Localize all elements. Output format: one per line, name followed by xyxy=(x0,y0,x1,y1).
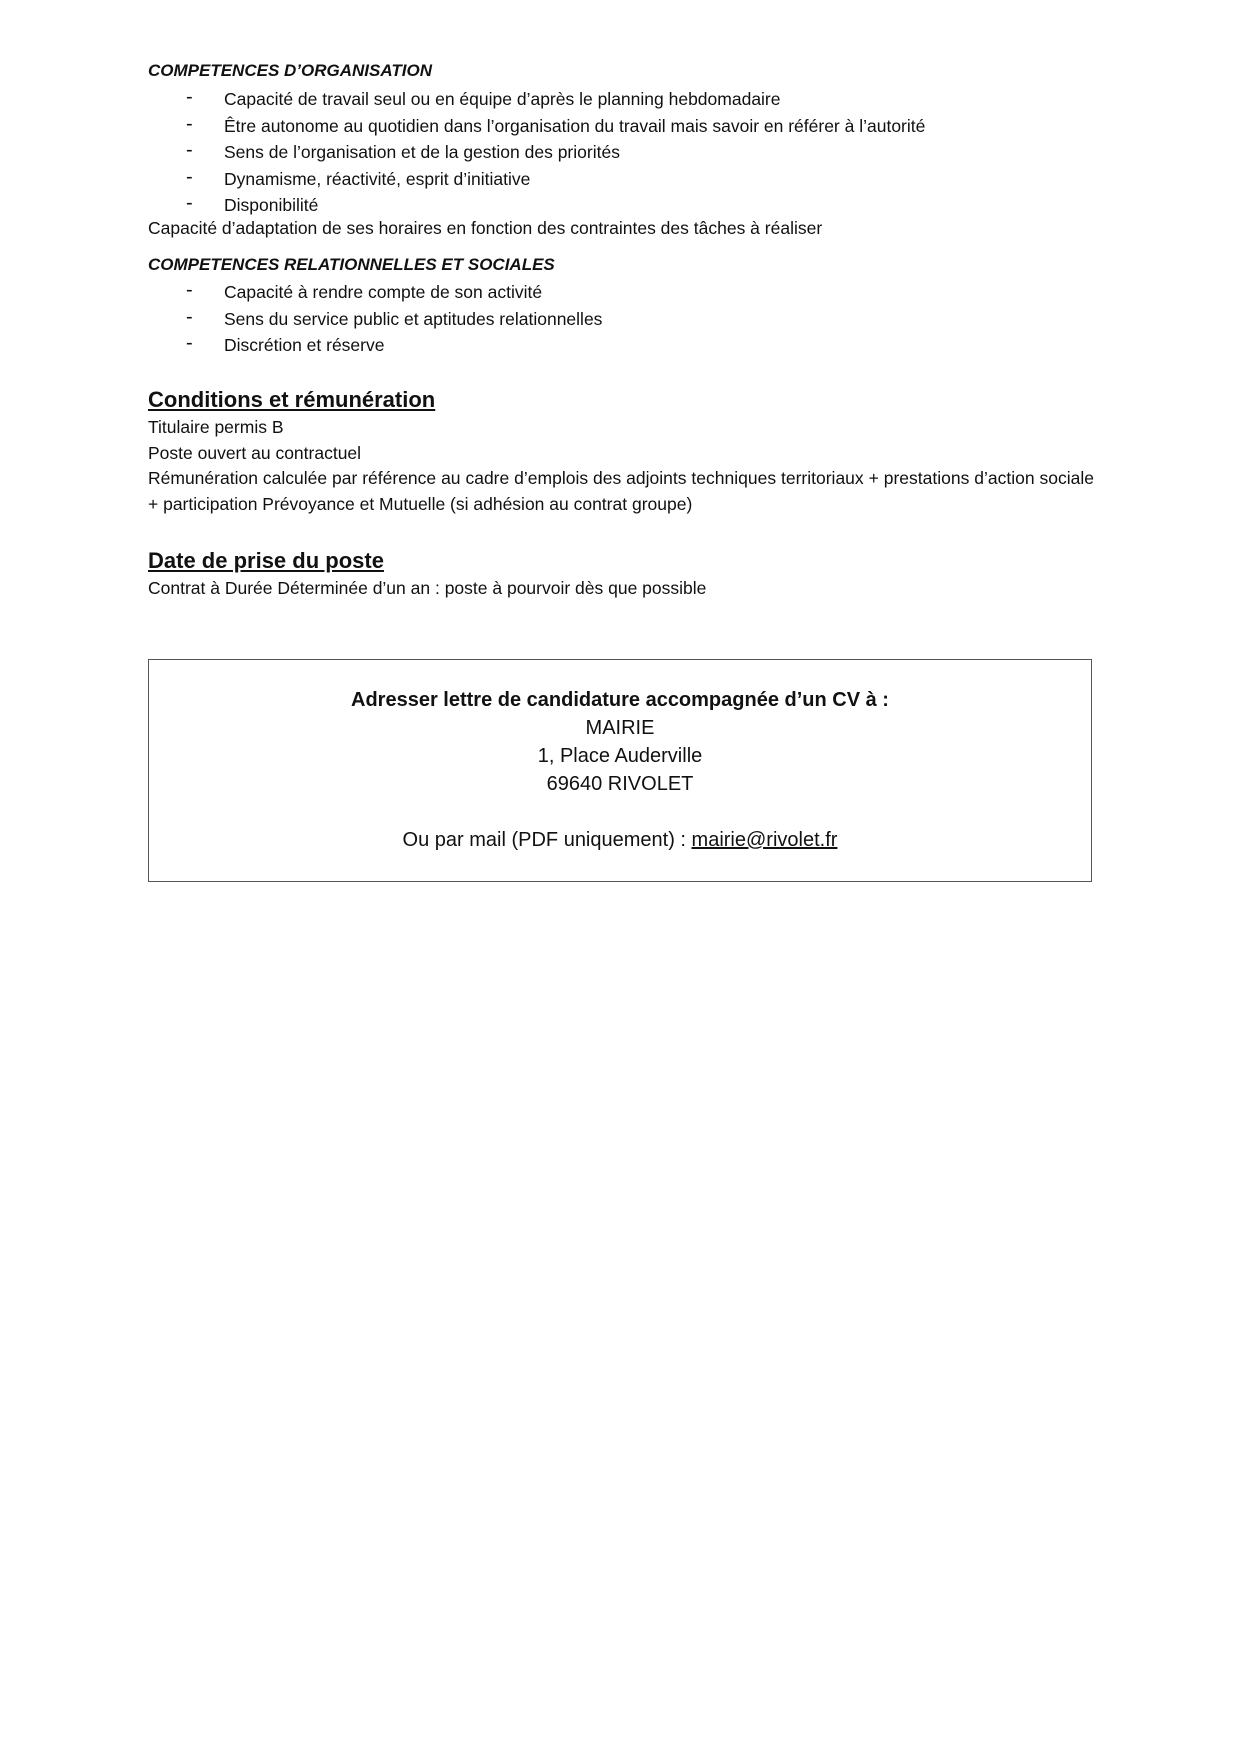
contact-lines xyxy=(149,686,1091,854)
dash-bullet: - xyxy=(186,165,193,188)
start-date-title: Date de prise du poste xyxy=(148,548,384,573)
organisation-note: Capacité d’adaptation de ses horaires en fonction des contraintes des tâches à réaliser xyxy=(148,218,823,238)
contact-mail-line xyxy=(149,826,1091,854)
list-item xyxy=(148,192,1094,219)
contact-mail-prefix: Ou par mail (PDF uniquement) : xyxy=(402,829,692,851)
list-item xyxy=(148,139,1094,166)
contact-street: 1, Place Auderville xyxy=(537,745,703,767)
list-item-text: Discrétion et réserve xyxy=(224,335,385,355)
conditions-line: Titulaire permis B xyxy=(148,417,284,437)
conditions-line: Poste ouvert au contractuel xyxy=(148,442,362,463)
list-item xyxy=(148,332,1094,359)
dash-bullet: - xyxy=(186,86,193,108)
dash-bullet: - xyxy=(186,332,193,354)
list-item-text: Capacité à rendre compte de son activité xyxy=(224,282,543,302)
start-date-block xyxy=(148,576,1094,602)
relational-list xyxy=(148,279,1094,359)
start-date-text: Contrat à Durée Déterminée d’un an : poste à pourvoir dès que possible xyxy=(148,578,707,598)
email-link[interactable]: mairie@rivolet.fr xyxy=(691,829,838,851)
list-item-text: Être autonome au quotidien dans l’organisation du travail mais savoir en référer à l’autorité xyxy=(224,115,926,136)
contact-box xyxy=(148,659,1092,882)
dash-bullet: - xyxy=(186,279,193,301)
conditions-line: Rémunération calculée par référence au cadre d’emplois des adjoints techniques territoriaux + prestations d’action sociale + participation Prévoyance et Mutuelle (si adhésion au contrat groupe) xyxy=(148,468,1094,514)
conditions-title: Conditions et rémunération xyxy=(148,387,436,412)
organisation-heading: COMPETENCES D’ORGANISATION xyxy=(148,61,432,80)
dash-bullet: - xyxy=(186,139,193,161)
contact-intro: Adresser lettre de candidature accompagnée d’un CV à : xyxy=(351,689,889,711)
list-item-text: Disponibilité xyxy=(224,195,319,215)
list-item xyxy=(148,279,1094,306)
dash-bullet: - xyxy=(186,112,193,135)
list-item-text: Sens du service public et aptitudes relationnelles xyxy=(224,308,603,329)
organisation-list xyxy=(148,86,1094,219)
contact-name: MAIRIE xyxy=(585,717,655,739)
spacer xyxy=(149,798,1091,826)
contact-city: 69640 RIVOLET xyxy=(546,773,694,795)
list-item-text: Capacité de travail seul ou en équipe d’après le planning hebdomadaire xyxy=(224,89,781,109)
dash-bullet: - xyxy=(186,192,193,214)
list-item-text: Sens de l’organisation et de la gestion des priorités xyxy=(224,142,620,162)
dash-bullet: - xyxy=(186,305,193,328)
list-item-text: Dynamisme, réactivité, esprit d’initiative xyxy=(224,168,531,189)
conditions-block xyxy=(148,415,1094,517)
relational-heading: COMPETENCES RELATIONNELLES ET SOCIALES xyxy=(148,255,555,274)
list-item xyxy=(148,86,1094,113)
list-item xyxy=(148,113,1094,140)
list-item xyxy=(148,306,1094,333)
list-item xyxy=(148,166,1094,193)
